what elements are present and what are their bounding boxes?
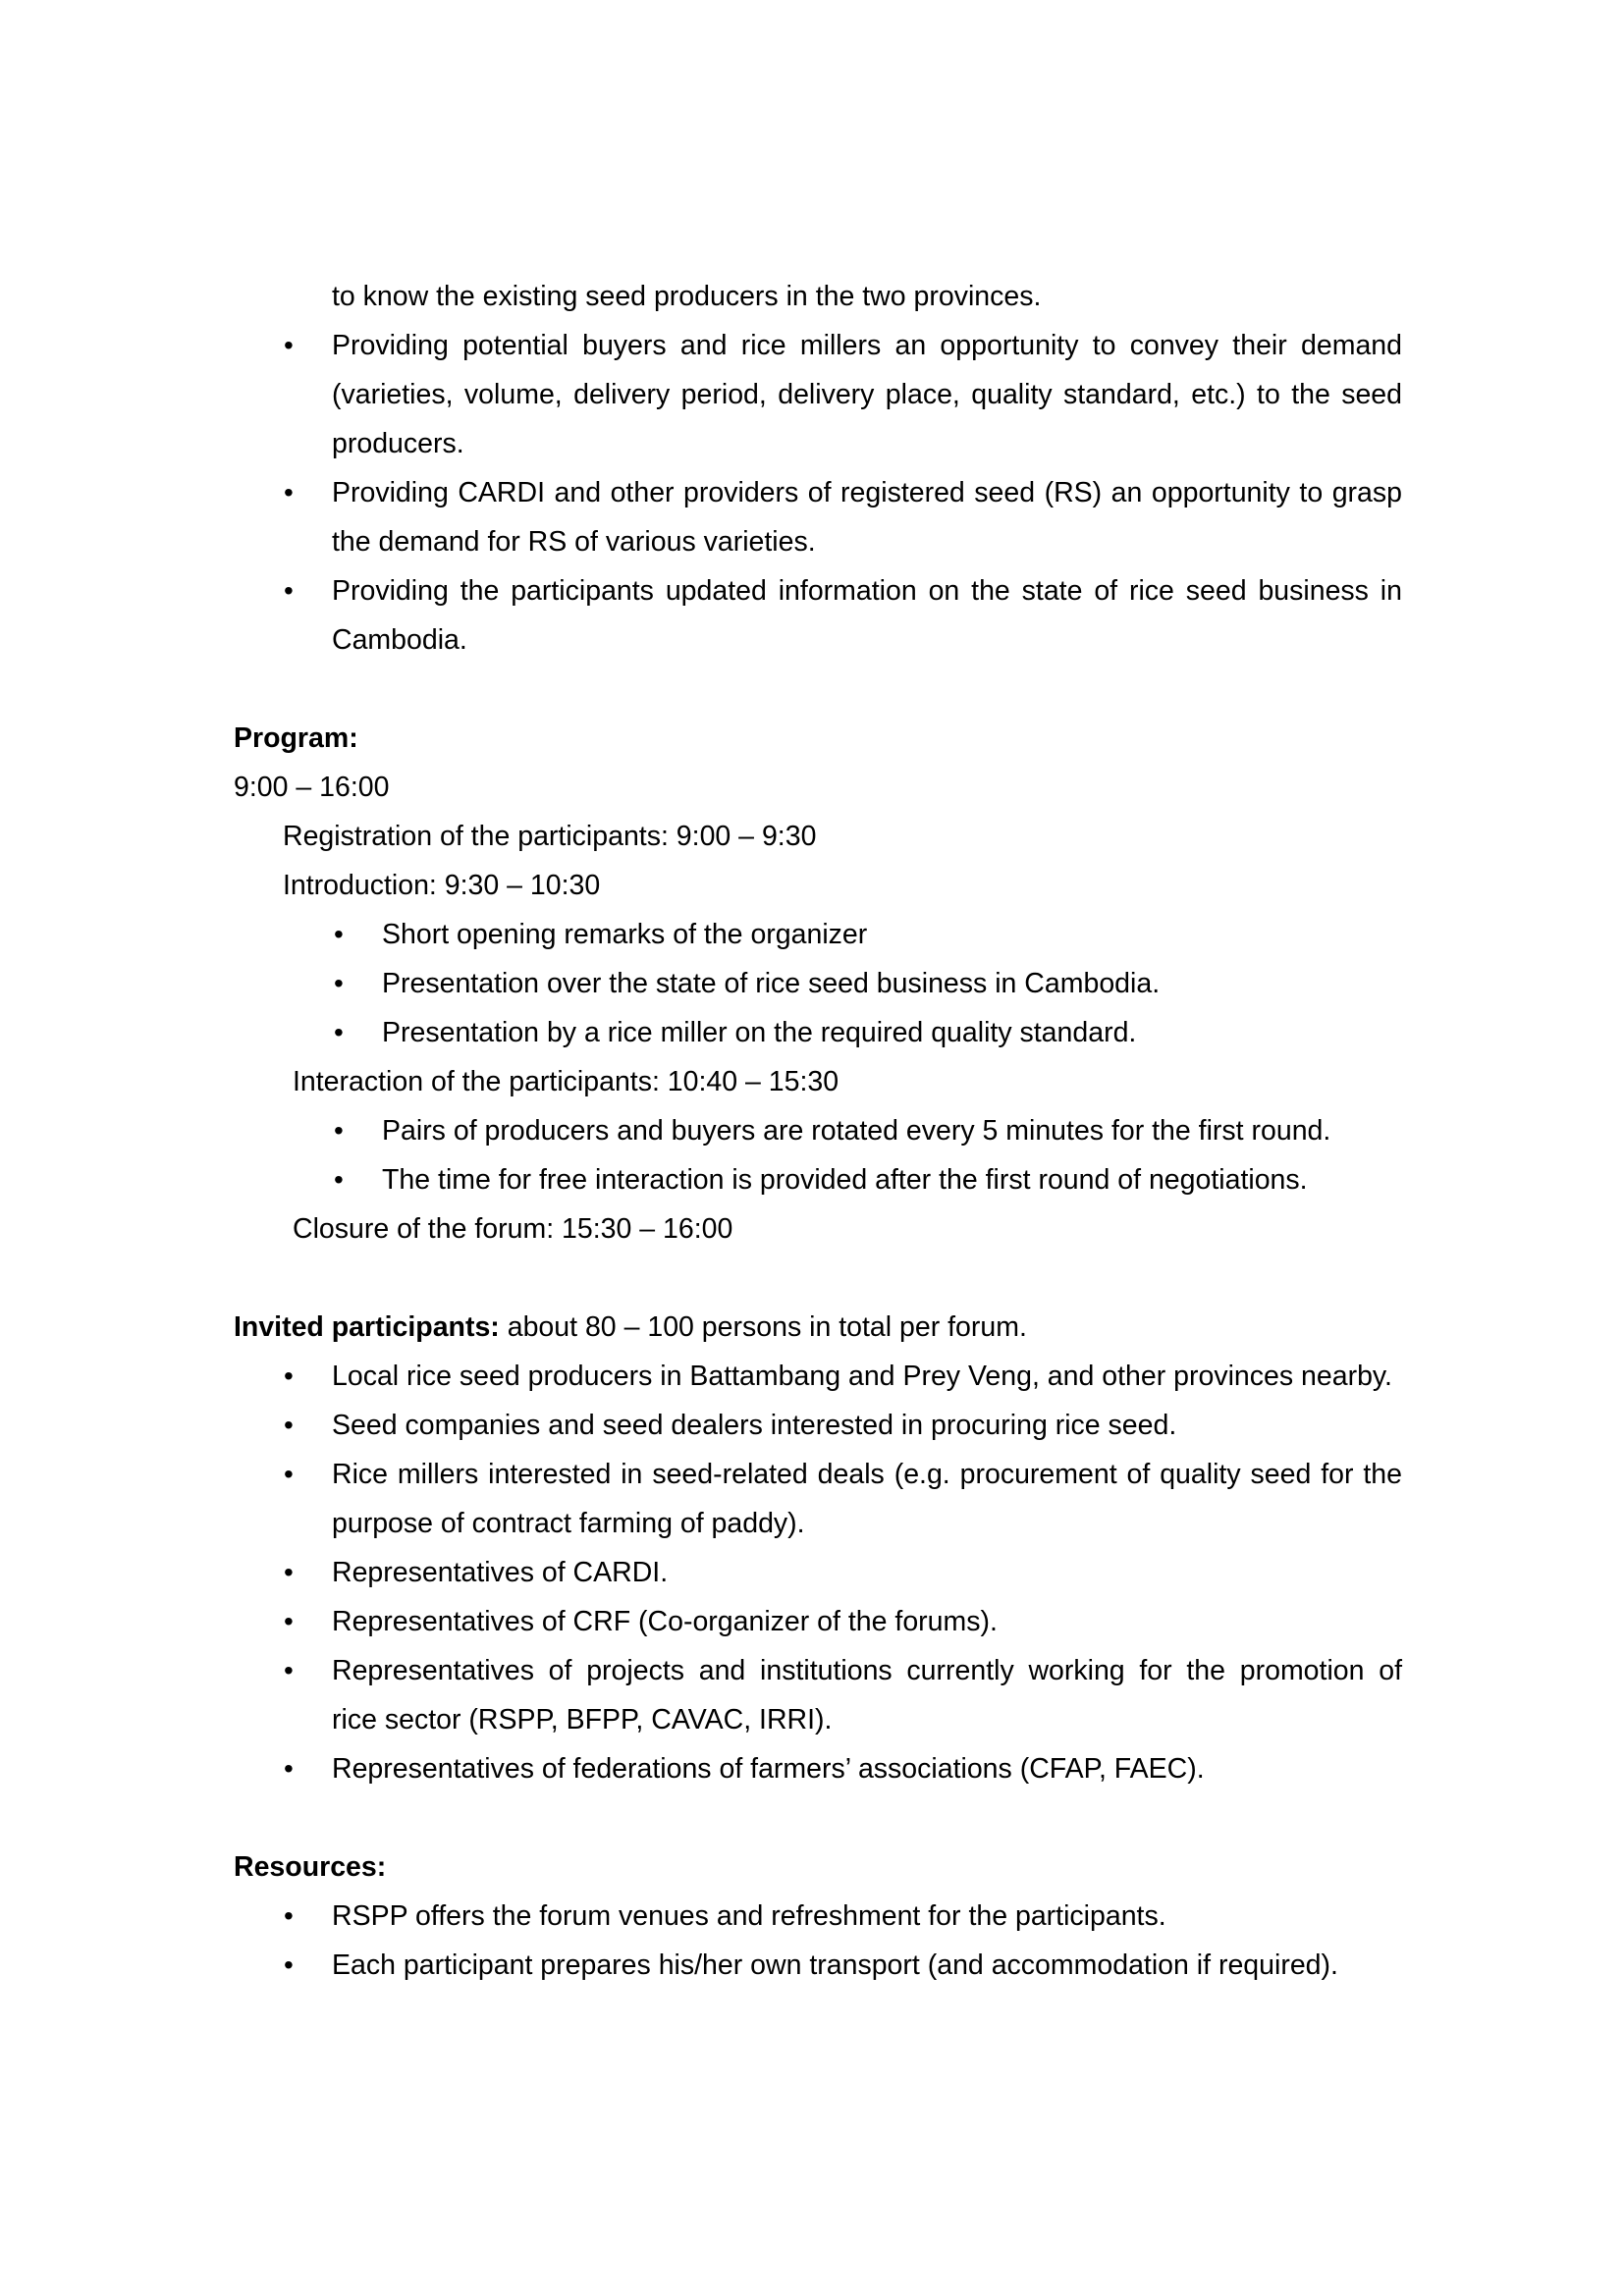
bullet-icon: • [284,1459,294,1489]
participants-heading-line [234,1303,1027,1352]
program-time-range: 9:00 – 16:00 [234,772,390,803]
objective-line: Providing the participants updated information on the state of rice seed business in [332,575,1402,607]
program-heading: Program: [234,722,358,754]
objective-line: the demand for RS of various varieties. [332,526,816,558]
interaction-item: The time for free interaction is provided after the first round of negotiations. [382,1164,1308,1196]
bullet-icon: • [284,477,294,507]
participant-item: Rice millers interested in seed-related deals (e.g. procurement of quality seed for the [332,1459,1402,1490]
participant-item: Local rice seed producers in Battambang and Prey Veng, and other provinces nearby. [332,1361,1392,1392]
interaction-item: Pairs of producers and buyers are rotated every 5 minutes for the first round. [382,1115,1331,1147]
introduction-item: Presentation by a rice miller on the required quality standard. [382,1017,1137,1048]
program-closure: Closure of the forum: 15:30 – 16:00 [293,1213,733,1245]
bullet-icon: • [334,1115,344,1146]
bullet-icon: • [284,1361,294,1391]
participant-item: purpose of contract farming of paddy). [332,1508,805,1539]
objective-line: Cambodia. [332,624,467,656]
resources-heading: Resources: [234,1851,387,1883]
program-introduction: Introduction: 9:30 – 10:30 [283,870,601,901]
bullet-icon: • [284,1557,294,1587]
participant-item: Representatives of CARDI. [332,1557,669,1588]
bullet-icon: • [284,1606,294,1636]
bullet-icon: • [334,1017,344,1047]
participants-summary: about 80 – 100 persons in total per forum. [499,1311,1027,1343]
bullet-icon: • [284,1410,294,1440]
program-interaction: Interaction of the participants: 10:40 – 15:30 [293,1066,839,1097]
bullet-icon: • [284,575,294,606]
bullet-icon: • [334,919,344,949]
participant-item: rice sector (RSPP, BFPP, CAVAC, IRRI). [332,1704,833,1735]
objective-line: Providing potential buyers and rice millers an opportunity to convey their demand [332,330,1402,361]
participant-item: Representatives of federations of farmers’ associations (CFAP, FAEC). [332,1753,1205,1785]
objective-line: (varieties, volume, delivery period, delivery place, quality standard, etc.) to the seed [332,379,1402,410]
bullet-icon: • [334,1164,344,1195]
participant-item: Representatives of CRF (Co-organizer of the forums). [332,1606,998,1637]
participant-item: Seed companies and seed dealers interested in procuring rice seed. [332,1410,1177,1441]
bullet-icon: • [284,1655,294,1685]
participant-item: Representatives of projects and institutions currently working for the promotion of [332,1655,1402,1686]
resource-item: Each participant prepares his/her own transport (and accommodation if required). [332,1949,1338,1981]
introduction-item: Short opening remarks of the organizer [382,919,868,950]
bullet-icon: • [284,330,294,360]
resource-item: RSPP offers the forum venues and refreshment for the participants. [332,1900,1166,1932]
bullet-icon: • [284,1949,294,1980]
introduction-item: Presentation over the state of rice seed business in Cambodia. [382,968,1161,999]
objective-line: Providing CARDI and other providers of registered seed (RS) an opportunity to grasp [332,477,1402,508]
bullet-icon: • [284,1753,294,1784]
participants-heading: Invited participants: [234,1311,500,1343]
objective-line: to know the existing seed producers in the two provinces. [332,281,1042,312]
objective-line: producers. [332,428,464,459]
bullet-icon: • [284,1900,294,1931]
program-registration: Registration of the participants: 9:00 – 9:30 [283,821,817,852]
bullet-icon: • [334,968,344,998]
